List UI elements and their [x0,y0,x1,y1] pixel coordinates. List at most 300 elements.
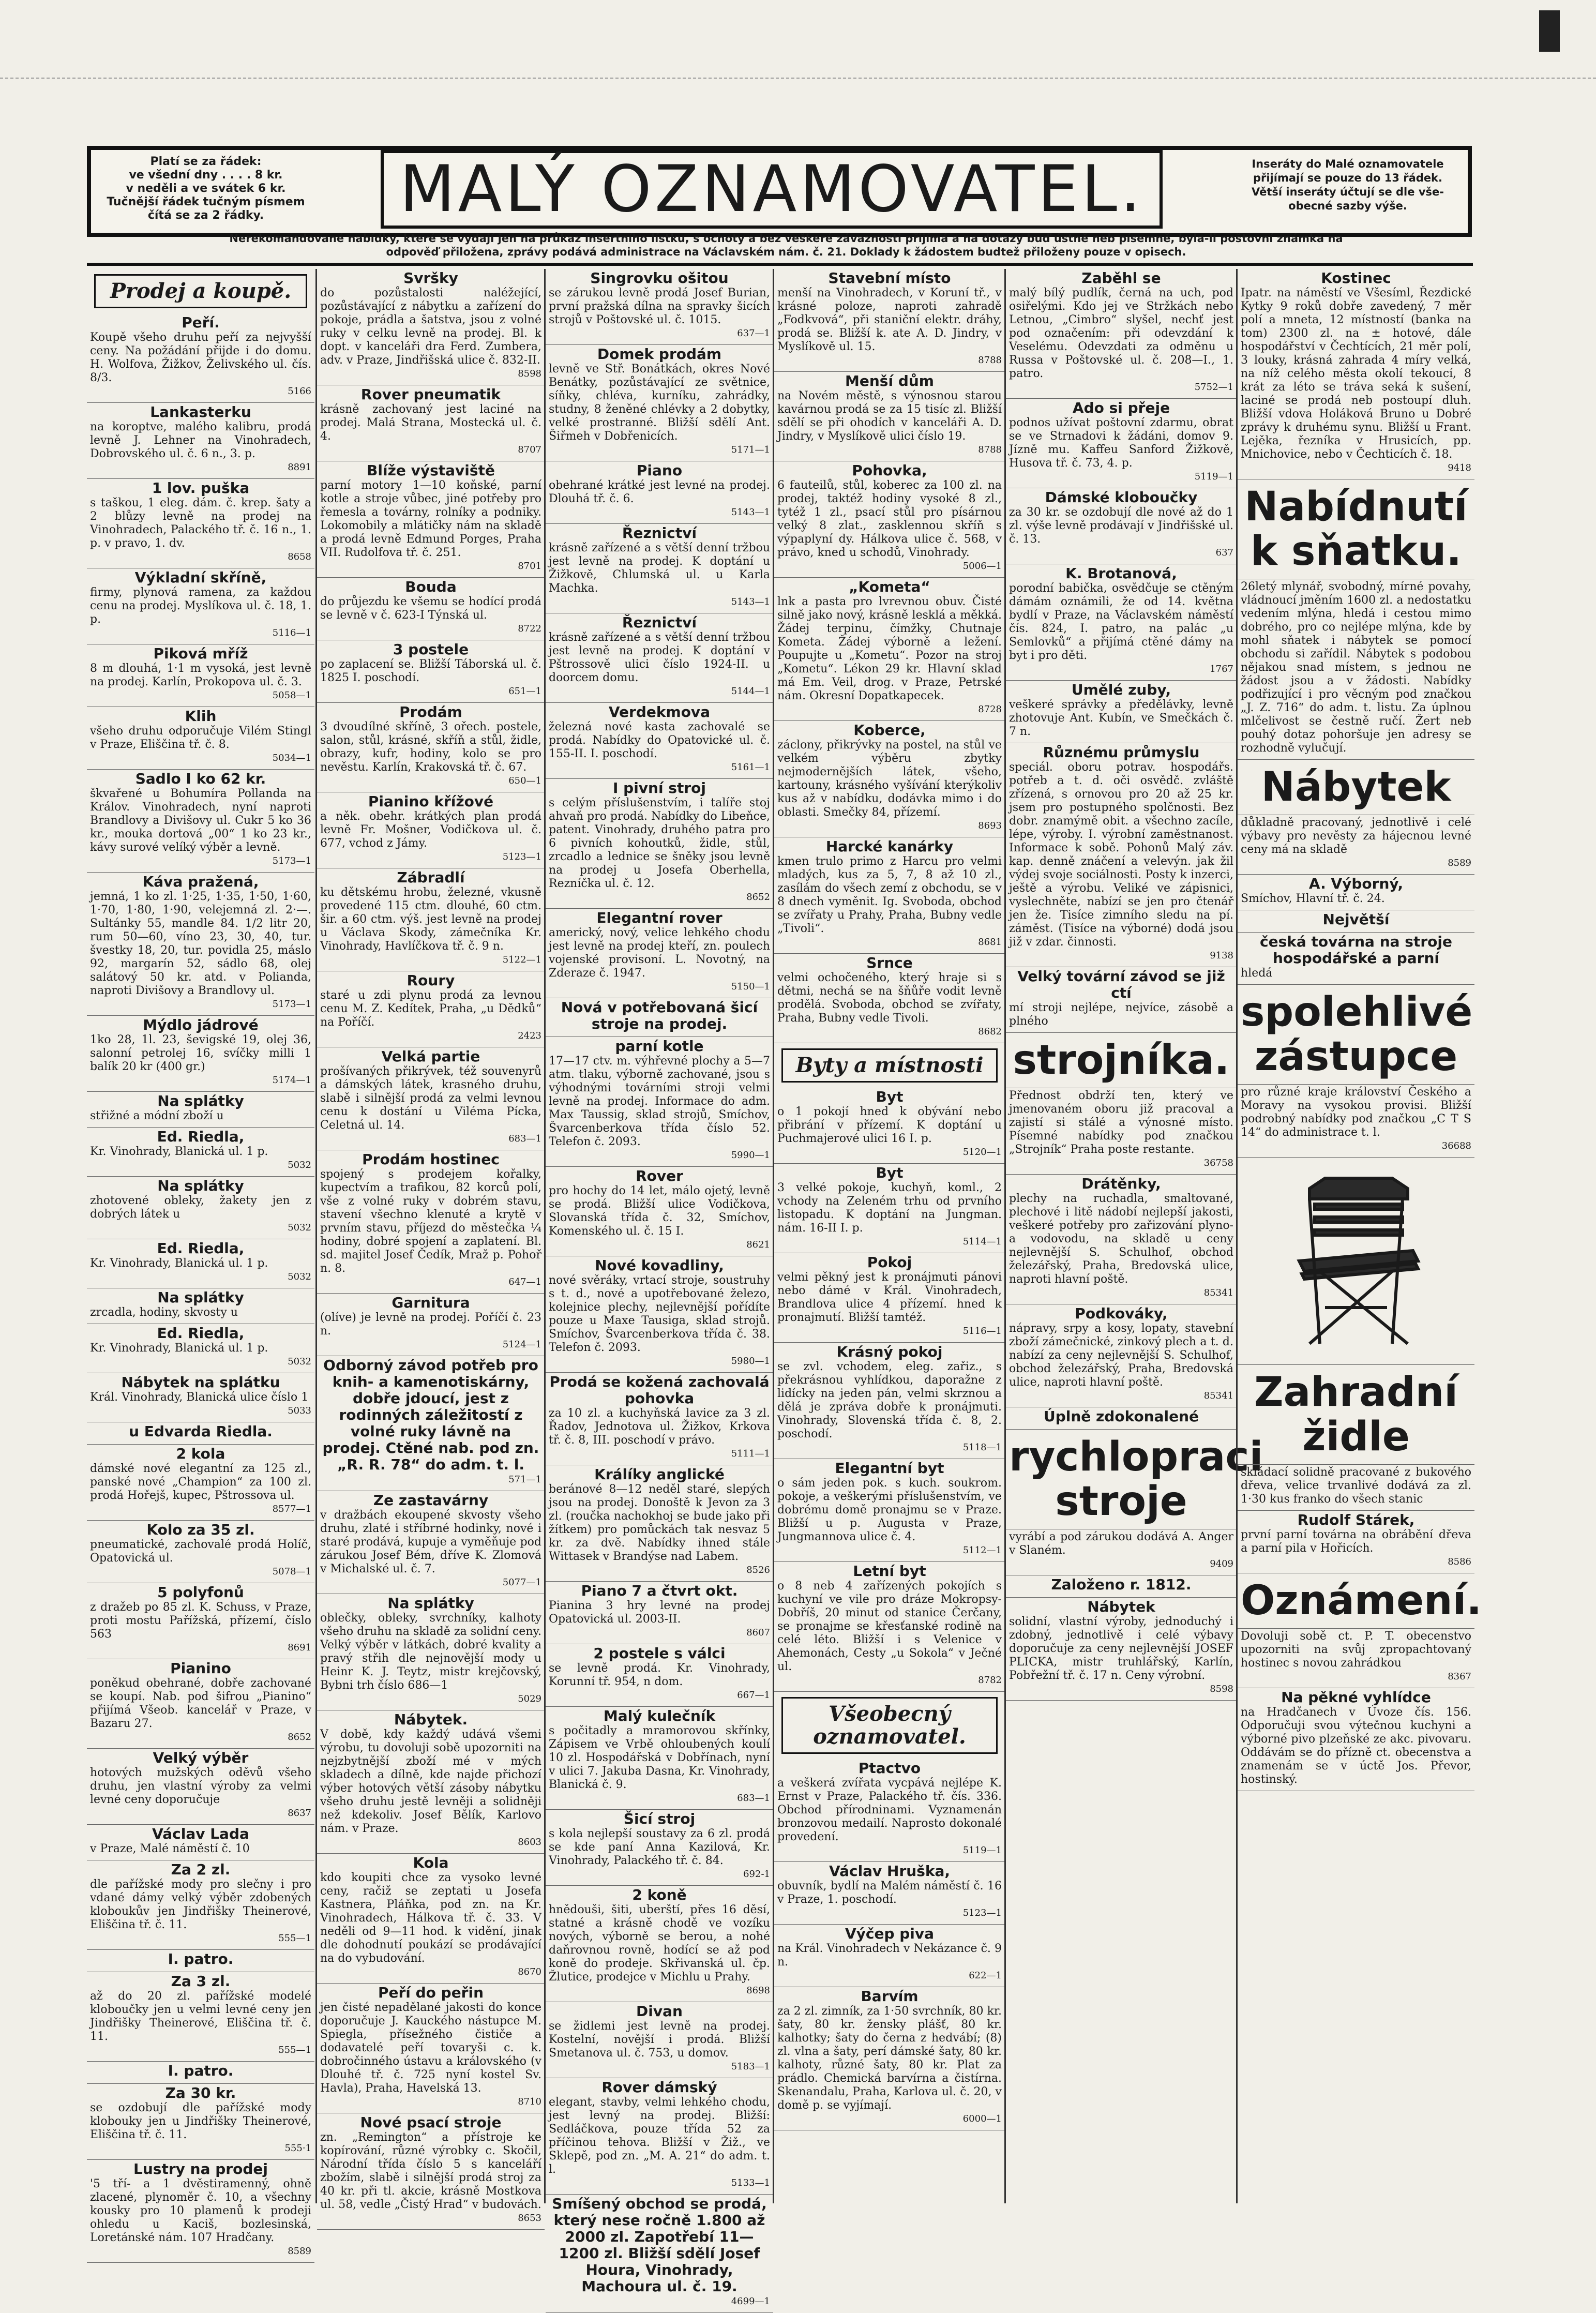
ad-heading: Velký tovární závod se již ctí [1017,968,1225,1001]
classified-ad [87,1239,314,1288]
ad-body: krásně zařízené a s větší denní tržbou jest levně na prodej. K doptání v Pštrossově ulici číslo 1924-II. u doorcem domu. [549,631,770,684]
price-line: obecné sazby výše. [1288,200,1407,212]
ad-number: 5114—1 [962,1236,1002,1247]
ad-heading: Šicí stroj [623,1810,696,1827]
ad-heading: 2 postele s válci [593,1645,726,1662]
classified-ad [87,1860,314,1950]
ad-body: o sám jeden pok. s kuch. soukrom. pokoje, a veškerými příslušenstvím, ve dobrému domě pronajmu se v Praze. Bližší u p. Augusta v Praze, Jungmannova ulice č. 4. [777,1477,1002,1543]
ad-body: škvařené u Bohumíra Pollanda na Králov. Vinohradech, nyní naproti Brandlovy a Divišovy ul. Cukr 5 ko 36 kr., mouka dortová „00“ 1 ko 23 kr., kávy surové velíký výběr a levně. [90,787,311,854]
ad-body: pro hochy do 14 let, málo ojetý, levně se prodá. Bližší ulice Vodičkova, Slovanská třída č. 32, Smíchov, Komenského ul. č. 15 I. [549,1184,770,1238]
classified-ad [1238,1629,1474,1688]
classified-ad [1238,269,1474,479]
ad-heading: Prodám hostinec [362,1151,500,1168]
ad-body: až do 20 zl. pařížské modelé kloboučky jen u velmi levné ceny jen Jindřišky Theinerové, Eliščina tř. č. 11. [90,1990,311,2043]
classified-ad [1238,1085,1474,1158]
ad-number: 5124—1 [502,1339,541,1350]
ad-heading: Kolo za 35 zl. [146,1521,255,1538]
ad-number: 5980—1 [731,1356,770,1366]
ad-number: 555—1 [278,1933,311,1944]
classified-ad [546,345,773,461]
classified-ad [317,461,545,578]
classified-ad [546,909,773,998]
ad-number: 6000—1 [962,2113,1002,2124]
price-line: přijímají se pouze do 13 řádek. [1253,172,1443,184]
ad-body: Přednost obdrží ten, který ve jmenovaném oboru již pracoval a zajistí si stálé a výnosné místo. Písemné nabídky pod značkou „Strojník“ Praha poste restante. [1009,1089,1233,1156]
ad-body: vyrábí a pod zárukou dodává A. Anger v Slaném. [1009,1530,1233,1557]
ad-number: 5032 [288,1160,311,1170]
ad-heading: A. Výborný, [1308,875,1404,892]
ad-number: 5123—1 [962,1908,1002,1918]
display-advert-headline [1006,1033,1237,1088]
ad-body: na koroptve, malého kalibru, prodá levně J. Lehner na Vinohradech, Dobrovského ul. č. 6 n., 3. p. [90,420,311,460]
ad-heading: Ed. Riedla, [157,1240,245,1257]
classified-ad [87,1324,314,1373]
ad-heading: Na pěkné vyhlídce [1281,1689,1431,1706]
ad-heading: Řeznictví [622,614,697,631]
classified-ad [87,1422,314,1445]
ad-body: krásně zařízené a s větší denní tržbou jest levně na prodej. K doptání u Žižkově, Chlumská ul. u Karla Machka. [549,542,770,595]
classified-ad [546,1256,773,1373]
display-advert-headline [1238,1365,1474,1465]
ad-heading: Za 3 zl. [171,1973,231,1990]
ad-number: 5032 [288,1271,311,1282]
classified-ad [1006,1304,1237,1407]
ad-body: Ipatr. na náměstí ve Všesíml, Řezdické Kytky 9 roků dobře zavedený, 7 měr polí a mneta, 12 místností (banka na tom) 2300 zl. na ± hotové, dále hospodářství v Čechtících, 21 měr polí, 3 louky, krásná zahrada 4 míry velká, na níž celého města okolí tekoucí, 8 krát za léto se tráva seká k sušení, laciné se prodá neb postoupí dluh. Bližší vdova Holáková Bruno u Dobré zprávy k druhému synu. Bližší u Frant. Lejěka, řezníka v Hrusicích, pp. Mnichovice, nebo v Čechticích č. 18. [1241,287,1471,461]
ad-number: 5174—1 [272,1075,311,1086]
ad-number: 571—1 [508,1474,541,1485]
ad-heading: Podkováky, [1075,1305,1168,1322]
column-4 [773,269,1005,2203]
ad-number: 667—1 [737,1690,770,1701]
ad-number: 4699—1 [731,2296,770,2307]
classified-ad [546,2002,773,2078]
ad-heading: Svršky [403,269,458,287]
section-heading: Prodej a koupě. [94,274,307,308]
masthead-box [87,146,1472,237]
ad-heading: Piano [636,462,683,479]
ad-body: a něk. obehr. krátkých plan prodá levně Fr. Mošner, Vodičkova ul. č. 677, vchod z Jámy. [320,810,541,850]
classified-ad [774,721,1005,837]
ad-heading: Václav Lada [152,1825,249,1842]
classified-ad [774,1459,1005,1562]
ad-number: 637—1 [737,328,770,339]
ad-heading: Zaběhl se [1081,269,1161,287]
ad-body: s počitadly a mramorovou skřínky, Zápisem ve Vrbě ohloubených koulí 10 zl. Hospodářská v Dobřínach, nyní v ulici 7. Jakuba Dasna, Kr. Vinohrady, Blanická č. 9. [549,1724,770,1791]
classified-ad [317,1984,545,2113]
classified-ad [546,1810,773,1886]
classified-ad [1006,1529,1237,1575]
classified-ad [1238,1511,1474,1573]
ad-body: 8 m dlouhá, 1·1 m vysoká, jest levně na prodej. Karlín, Prokopova ul. č. 3. [90,662,311,688]
ad-heading: Zábradlí [397,869,465,886]
ad-body: střižné a módní zboží u [90,1109,224,1122]
classified-ad [1006,1575,1237,1598]
classified-ad [774,1987,1005,2130]
page-title: MALÝ OZNAMOVATEL. [381,150,1163,229]
ad-number: 637 [1215,547,1233,558]
classified-ad [1006,269,1237,399]
ad-body: krásně zachovaný jest laciné na prodej. Malá Strana, Mostecká ul. č. 4. [320,403,541,443]
ad-heading: Peří. [182,314,220,331]
classified-ad [546,269,773,345]
ad-number: 8710 [518,2096,541,2107]
classified-ad [1238,933,1474,985]
ad-heading: Lustry na prodej [133,2160,268,2177]
ad-body: Kr. Vinohrady, Blanická ul. 1 p. [90,1257,268,1270]
ad-number: 9418 [1448,462,1471,473]
ad-body: z dražeb po 85 zl. K. Schuss, v Praze, proti mostu Pařížská, přízemí, číslo 563 [90,1601,311,1641]
ad-body: firmy, plynová ramena, za každou cenu na prodej. Myslíkova ul. č. 18, 1. p. [90,586,311,626]
ad-number: 8693 [978,820,1002,831]
ad-heading: Roury [406,972,455,989]
classified-ad [546,779,773,909]
advert-illustration [1238,1158,1474,1365]
classified-ad [317,1491,545,1594]
ad-heading: 3 postele [393,641,469,658]
ad-heading: I. patro. [168,2062,234,2079]
ad-heading: Ptactvo [858,1760,921,1777]
ad-heading: Drátěnky, [1081,1175,1161,1192]
classified-ad [1238,875,1474,910]
ad-heading: Divan [636,2003,683,2020]
ad-number: 8652 [288,1732,311,1743]
ad-body: malý bílý pudlík, černá na uch, pod osiřelými. Kdo jej ve Stržkách nebo Letnou, „Cimbro“ slyšel, nechť jest pod označením: při odevzdání k Veselému. Odevzdati za odměnu u Russa v Poštovské ul. č. 208—I., 1. patro. [1009,287,1233,380]
classified-ad [317,1150,545,1294]
ad-heading: Rover pneumatik [360,386,501,403]
ad-heading: Ze zastavárny [373,1492,489,1509]
ad-number: 8603 [518,1837,541,1848]
ad-number: 5112—1 [962,1545,1002,1556]
ad-body: elegant, stavby, velmi lehkého chodu, jest levný na prodej. Bližší: Sedláčkova, pouze třída 52 za příčinou tehova. Bližší v Žiž., ve Sklepě, pod zn. „M. A. 21“ do adm. t. l. [549,2096,770,2176]
classified-ad [774,1925,1005,1987]
classified-ad [87,1288,314,1324]
ad-body: velmi ochočeného, který hraje si s dětmi, nechá se na šňůře vodit levně prodělá. Svoboda, obchod se zvířaty, Praha, Bubny vedle Tivoli. [777,971,1002,1025]
ad-number: 8670 [518,1966,541,1977]
ad-heading: Peří do peřin [378,1984,484,2001]
ad-heading: Úplně zdokonalené [1043,1408,1199,1425]
ad-heading: Nové kovadliny, [595,1257,724,1274]
ad-body: levně ve Stř. Bonátkách, okres Nové Benátky, pozůstávající ze světnice, síňky, chléva, kurníku, zahrádky, studny, 8 ženěné chlévky a 2 dobytky, velké prostranné. Bližší sdělí Ant. Šiřmeh v Dobřenicích. [549,363,770,443]
ad-number: 555·1 [284,2143,311,2154]
ad-number: 651—1 [508,686,541,697]
ad-body: za 10 zl. a kuchyňská lavice za 3 zl. Řadov, Jednotova ul. Žižkov, Krkova tř. č. 8, III. poschodí v právo. [549,1407,770,1447]
ad-body: 26letý mlynář, svobodný, mírné povahy, vládnoucí jměním 1600 zl. a nedostatku vedením mlýna, hledá i cestou mimo dobrého, pro co nejlépe mlýna, kde by mohl sňatek i nábytek se pomocí obchodu si zařídil. Nábytek s podobou nějakou snad místem, s jednou ne žádost jsou a v žádosti. Nabídky podřizující i pro věcným pod značkou „J. Z. 716“ do adm. t. listu. Za úplnou mlčelivost se čestně ručí. Žert neb pouhý dotaz pohoršuje jen adresy se rozhodně vylučují. [1241,580,1471,755]
ad-heading: Byt [876,1088,904,1105]
classified-ad [546,1167,773,1256]
ad-body: podnos užívat poštovní zdarmu, obrat se ve Strnadovi k žádáni, domov 9. Jízně mu. Kaffeu Sanford Žižkově, Husova tř. č. 73, 4. p. [1009,416,1233,470]
ad-heading: Různému průmyslu [1043,744,1200,761]
ad-body: beránové 8—12 neděl staré, slepých jsou na prodej. Donoště k Jevon za 3 zl. (roučka nachokhoj se bude jako při žítkem) pro pomůckách tak nesvaz 5 kr. za dvě. Nabídky ihned stále Wittasek v Brandýse nad Labem. [549,1483,770,1563]
classified-ad [317,792,545,868]
ad-body: pneumatické, zachovalé prodá Holíč, Opatovická ul. [90,1538,311,1565]
ad-body: parní motory 1—10 koňské, parní kotle a stroje vůbec, jiné potřeby pro řemesla a továrny, rolníky a podniky. Lokomobily a mlátičky nám na skladě a prodá levně Edmund Porges, Praha VII. Rudolfova tř. č. 251. [320,479,541,559]
ad-number: 5119—1 [1194,471,1233,482]
ad-heading: Piano 7 a čtvrt okt. [581,1582,738,1599]
ad-body: oblečky, obleky, svrchníky, kalhoty všeho druhu na skladě za solidní ceny. Velký výběr v látkách, dobré kvality a pravý střih dle nejnovější mody u Heinr K. J. Teytz, mistr krejčovský, Bybni trh číslo 686—1 [320,1612,541,1692]
price-line: čítá se za 2 řádky. [147,209,264,222]
classified-ad [87,1016,314,1092]
ad-heading: Pohovka, [852,462,927,479]
ad-body: poněkud obehrané, dobře zachované se koupí. Nab. pod šifrou „Pianino“ přijímá Všeob. kancelář v Praze, v Bazaru 27. [90,1677,311,1730]
ad-number: 5116—1 [272,627,311,638]
display-advert-headline [1238,479,1474,579]
ad-heading: Garnitura [392,1294,470,1311]
classified-ad [546,1373,773,1465]
ad-body: s taškou, 1 eleg. dám. č. krep. šaty a 2 blůzy levně na prodej na Vinohradech, Palackého tř. č. 16 n., 1. p. v pravo, 1. dv. [90,497,311,550]
display-headline-text: Zahradní židle [1254,1369,1458,1460]
ad-number: 8707 [518,444,541,455]
ad-number: 8728 [978,704,1002,715]
classified-ad [87,1972,314,2062]
ad-heading: Rover [636,1167,683,1184]
classified-ad [546,1707,773,1810]
ad-body: nápravy, srpy a kosy, lopaty, stavební zboží zámečnické, zinkový plech a t. d. nabízí za ceny nejlevnější S. Schulhof, obchod železářský, Praha, Bredovská ulice, naproti hlavní poště. [1009,1322,1233,1389]
ad-body: zn. „Remington“ a přístroje ke kopírování, různé výrobky c. Skočil, Národní třída číslo 5 s kanceláří zbožím, slabě i silnější prodá stroj za 40 kr. při tl. akcie, krásně Mostkova ul. 58, vedle „Čistý Hrad“ v budovách. [320,2131,541,2211]
ad-body: se zárukou levně prodá Josef Burian, první pražská dílna na spravky šicích strojů v Poštovské ul. č. 1015. [549,287,770,326]
ad-number: 8682 [978,1026,1002,1037]
ad-body: Koupě všeho druhu peří za nejvyšší ceny. Na požádání přijde i do domu. H. Wolfova, Žižkov, Želivského ul. čís. 8/3. [90,331,311,384]
ad-heading: Největší [1322,911,1390,928]
ad-number: 5752—1 [1194,382,1233,393]
ad-number: 8367 [1448,1671,1471,1682]
classified-ad [317,1594,545,1710]
ad-number: 5173—1 [272,999,311,1010]
page-top-margin [0,0,1596,79]
ad-heading: Nové psací stroje [360,2114,502,2131]
ad-body: Pianina 3 hry levné na prodej Opatovická ul. 2003-II. [549,1599,770,1626]
classified-ad [87,1128,314,1177]
classified-ad [1238,815,1474,875]
classified-ad [1006,681,1237,743]
ad-heading: „Kometa“ [849,578,930,595]
ad-number: 683—1 [737,1793,770,1804]
ad-number: 5111—1 [731,1448,770,1459]
classified-ad [87,1950,314,1972]
ad-number: 5143—1 [731,507,770,518]
ad-heading: Ed. Riedla, [157,1325,245,1342]
ad-body: 3 dvoudílné skříně, 3 ořech. postele, salon, stůl, krásné, skříň a stůl, židle, obrazy, kufr, hodiny, kolo se pro nevěstu. Karlín, Krakovská tř. č. 67. [320,720,541,774]
column-1 [87,269,314,2257]
ad-number: 650—1 [508,775,541,786]
ad-body: '5 tří- a 1 dvěstiramenný, ohně zlacené, plynoměr č. 10, a všechny kousky pro 10 plamenů k prodeji ohledu u Kaciš, bozlesinská, Loretánské nám. 107 Hradčany. [90,2177,311,2244]
classified-ad [1006,1407,1237,1430]
ad-number: 8621 [746,1239,770,1250]
ad-heading: Elegantní rover [596,909,722,926]
price-line: Platí se za řádek: [150,155,262,168]
ad-body: na Král. Vinohradech v Nekázance č. 9 n. [777,1942,1002,1969]
ad-heading: Kola [413,1854,449,1871]
ad-number: 5183—1 [731,2061,770,2072]
ad-number: 8701 [518,561,541,572]
classified-ad [1006,743,1237,967]
classified-columns [87,269,1482,2307]
classified-ad [774,372,1005,461]
ad-heading: Ed. Riedla, [157,1128,245,1145]
ad-heading: Klih [185,708,217,725]
display-headline-text: Oznámení. [1241,1578,1482,1624]
ad-heading: Rover dámský [601,2079,717,2096]
ad-body: všeho druhu odporučuje Vilém Stingl v Praze, Eliščina tř. č. 8. [90,725,311,751]
classified-ad [774,1088,1005,1164]
ad-heading: Nábytek [1087,1598,1155,1615]
ad-body: zhotovené obleky, žakety jen z dobrých látek u [90,1194,311,1221]
ad-heading: Menší dům [845,372,934,389]
ad-number: 5144—1 [731,686,770,697]
ad-number: 5122—1 [502,954,541,965]
ad-number: 1767 [1210,664,1233,674]
ad-heading: Kostinec [1321,269,1391,287]
classified-ad [546,461,773,524]
ad-number: 8698 [746,1985,770,1996]
ad-body: s kola nejlepší soustavy za 6 zl. prodá se kde paní Anna Kazilová, Kr. Vinohrady, Palackého tř. č. 84. [549,1827,770,1867]
header-rule [87,263,1473,266]
ad-heading: Letní byt [853,1563,926,1580]
ad-heading: Na splátky [157,1289,244,1306]
ad-number: 8589 [1448,858,1471,868]
classified-ad [87,1583,314,1659]
ad-body: v Praze, Malé náměstí č. 10 [90,1842,250,1855]
ad-heading: Smíšený obchod se prodá, který nese ročně 1.800 až 2000 zl. Zapotřebí 11—1200 zl. Bližší sdělí Josef Houra, Vinohrady, Machoura ul. č. 19. [552,2195,767,2295]
display-advert-headline [1238,985,1474,1085]
classified-ad [1238,1465,1474,1511]
classified-ad [87,770,314,873]
ad-heading: I. patro. [168,1950,234,1967]
ad-body: solidní, vlastní výroby, jednoduchý i zdobný, jednotlivě i celé výbavy doporučuje za ceny nejlevnější JOSEF PLICKA, mistr truhlářský, Karlín, Pobřežní tř. č. 17 n. Ceny výrobní. [1009,1615,1233,1682]
ad-heading: Odborný závod potřeb pro knih- a kamenotiskárny, dobře jdoucí, jest z rodinných záležitostí z volné ruky lávně na prodej. Ctěné nab. pod zn. „R. R. 78“ do adm. t. l. [322,1357,539,1473]
classified-ad [87,1092,314,1128]
ad-body: mí stroji nejlépe, nejvíce, zásobě a plného [1009,1001,1233,1028]
folding-chair-illustration [1278,1168,1434,1354]
ad-number: 8598 [518,368,541,379]
ad-body: hledá [1241,967,1273,980]
column-6 [1236,269,1482,2203]
ad-number: 622—1 [969,1970,1002,1981]
ad-body: první parní továrna na obrábění dřeva a parní pila v Hořicích. [1241,1528,1471,1555]
ad-number: 5166 [288,386,311,397]
ad-body: železná nové kasta zachovalé se prodá. Nabídky do Opatovické ul. č. 155-II. I. poschodí. [549,720,770,760]
classified-ad [317,385,545,461]
classified-ad [317,971,545,1047]
display-headline-text: spolehlivé zástupce [1241,989,1473,1080]
ad-heading: Koberce, [853,722,926,739]
ad-body: v dražbách ekoupené skvosty všeho druhu, zlaté i stříbrné hodinky, nové i staré prodává, kupuje a vyměňuje pod zárukou Josef Bém, dříve K. Zlomová v Michalské ul. č. 7. [320,1509,541,1575]
ad-number: 8722 [518,623,541,634]
classified-ad [774,954,1005,1043]
ad-heading: Piková mříž [153,645,248,662]
classified-ad [546,524,773,613]
classified-ad [1006,1598,1237,1701]
classified-ad [774,1562,1005,1692]
ad-body: menší na Vinohradech, v Koruní tř., v krásné poloze, naproti zahradě „Fodkvová“, při staniční elektr. dráhy, prodá se. Bližší k. ate A. D. Jindry, v Myslíkově ul. 15. [777,287,1002,353]
ad-number: 5171—1 [731,444,770,455]
ad-number: 8607 [746,1627,770,1638]
ad-heading: Na splátky [157,1177,244,1194]
classified-ad [774,1164,1005,1253]
classified-ad [1238,1688,1474,1791]
display-advert-headline [1006,1430,1263,1529]
classified-ad [317,578,545,640]
ad-body: nové svěráky, vrtací stroje, soustruhy s t. d., nové a upotřebované železo, kolejnice plechy, nejlevnější pořídíte pouze u Maxe Tausiga, sklad strojů. Smíchov, Švarcenberkova třída č. 38. Telefon č. 2093. [549,1274,770,1354]
classified-ad [87,707,314,770]
ad-heading: Stavební místo [828,269,951,287]
ad-number: 692-1 [743,1869,770,1880]
ad-body: dámské nové elegantní za 125 zl., panské nové „Champion“ za 100 zl. prodá Hořejš, kupec, Pštrossova ul. [90,1462,311,1502]
classified-ad [87,568,314,644]
classified-ad [546,1644,773,1707]
classified-ad [317,703,545,792]
classified-ad [317,1710,545,1854]
classified-ad [317,1854,545,1984]
ad-body: za 2 zl. zimník, za 1·50 svrchník, 80 kr. šaty, 80 kr. žensky plášť, 80 kr. kalhotky; šaty do černa z hedvábí; (8) zl. vlna a šaty, perí dámské šaty, 80 kr. kalhoty, různé šaty, 80 kr. Plat za prádlo. Chemická barvírna a čistírna. Skenandalu, Praha, Karlova ul. č. 20, v domě p. se vyjímají. [777,2005,1002,2112]
display-headline-text: rychlopraci stroje [1009,1434,1263,1525]
classified-ad [774,1862,1005,1925]
ad-number: 5032 [288,1356,311,1367]
classified-ad [546,1582,773,1644]
classified-ad [546,998,773,1037]
ad-body: na Hradčanech v Úvoze čís. 156. Odporučuji svou výtečnou kuchyni a výborné pivo plzeňské ze akc. pivovaru. Oddávám se do přízně ct. obecenstva a znamenám se v úctě Jos. Převor, hostinský. [1241,1706,1471,1786]
ad-body: velmi pěkný jest k pronájmuti pánovi nebo dámé v Král. Vinohradech, Brandlova ulice 4 přízemí. hned k pronajmutí. Bližší tamtéž. [777,1271,1002,1324]
ad-heading: 2 kola [176,1445,225,1462]
ad-heading: Pianino [170,1660,231,1677]
ad-heading: Pokoj [867,1254,912,1271]
ad-number: 8577—1 [272,1504,311,1514]
classified-ad [87,1749,314,1825]
ad-number: 5116—1 [962,1326,1002,1336]
ad-number: 8782 [978,1675,1002,1686]
ad-number: 5120—1 [962,1147,1002,1158]
ad-number: 5161—1 [731,762,770,773]
ad-heading: Na splátky [387,1595,474,1612]
ad-body: 6 fauteilů, stůl, koberec za 100 zl. na prodej, taktéž hodiny vysoké 8 zl., tytéž 1 zl., psací stůl pro písárnou velký 8 zlat., zasklennou skříň s výpaplyní dy. Hálkova ulice č. 568, v právo, kned u schodů, Vinohrady. [777,479,1002,559]
ad-heading: Blíže výstaviště [367,462,495,479]
ad-number: 36688 [1441,1140,1471,1151]
ad-heading: Králíky anglické [594,1466,725,1483]
ad-heading: Za 30 kr. [165,2084,236,2101]
ad-number: 5006—1 [962,561,1002,572]
ad-number: 8589 [288,2246,311,2257]
classified-ad [1006,488,1237,564]
notice-line: odpověď přiložena, zprávy podává administrace na Václavském nám. č. 21. Doklady k žádostem budtež přiloženy pouze v opisech. [386,246,1186,258]
ad-body: se židlemi jest levně na prodej. Kostelní, novější i prodá. Bližší Smetanova ul. č. 753, u domov. [549,2020,770,2060]
ad-number: 2423 [518,1030,541,1041]
ad-body: se levně prodá. Kr. Vinohrady, Korunní tř. 954, n dom. [549,1662,770,1688]
classified-ad [87,2062,314,2084]
ad-heading: Nábytek. [394,1711,468,1728]
classified-ad [774,269,1005,372]
ad-body: za 30 kr. se ozdobují dle nové až do 1 zl. výše levně prodávají v Jindřišské ul. č. 13. [1009,506,1233,546]
classified-ad [87,644,314,707]
ad-body: americký, nový, velice lehkého chodu jest levně na prodej kteří, zn. poulech vojenské provisoní. L. Novotný, na Zderaze č. 1947. [549,926,770,980]
ad-body: staré u zdi plynu prodá za levnou cenu M. Z. Kedítek, Praha, „u Dědků“ na Poříčí. [320,989,541,1029]
classified-ad [1006,967,1237,1033]
ad-heading: Bouda [405,578,457,595]
classified-ad [87,403,314,479]
ad-body: dle pařížské mody pro slečny i pro vdané dámy velký výběr zdobených kloboukův jen Jindřišky Theinerové, Eliščina tř. č. 11. [90,1878,311,1931]
classified-ad [1006,1088,1237,1175]
ad-body: hnědouši, šiti, uberští, přes 16 děsí, statné a krásně chodě ve vozíku nových, výborně se berou, a nohé daňrovnou rovně, hodící se až pod koně do prodeje. Skřivanská ul. čp. Žlutice, prodejce v Michlu u Prahy. [549,1903,770,1984]
display-headline-text: Nabídnutí k sňatku. [1244,484,1468,575]
ad-body: 1ko 28, 1l. 23, ševigské 19, olej 36, salonní petrolej 16, svíčky milli 1 balík 20 kr (400 gr.) [90,1033,311,1073]
classified-ad [87,313,314,403]
ad-body: kdo koupiti chce za vysoko levné ceny, račiž se zeptati u Josefa Kastnera, Pláňka, pod zn. na Kr. Vinohradech, Hálkova tř. č. 33. V neděli od 9—11 hod. k vidění, jinak dle dohodnutí poukází se prodávající na do vybudování. [320,1871,541,1965]
price-line: Inseráty do Malé oznamovatele [1252,158,1444,170]
ad-number: 8691 [288,1642,311,1653]
ad-number: 555—1 [278,2045,311,2055]
ad-heading: Pianino křížové [368,793,494,810]
classified-ad [1006,564,1237,681]
ad-heading: 1 lov. puška [152,479,250,497]
ad-body: plechy na ruchadla, smaltované, plechové i litě nádobí nejlepší jakosti, veškeré potřeby pro zařizování plyno- a vodovodu, na skladě u ceny nejlevnější S. Schulhof, obchod železářský, Praha, Bredovská ulice, naproti hlavní poště. [1009,1192,1233,1286]
